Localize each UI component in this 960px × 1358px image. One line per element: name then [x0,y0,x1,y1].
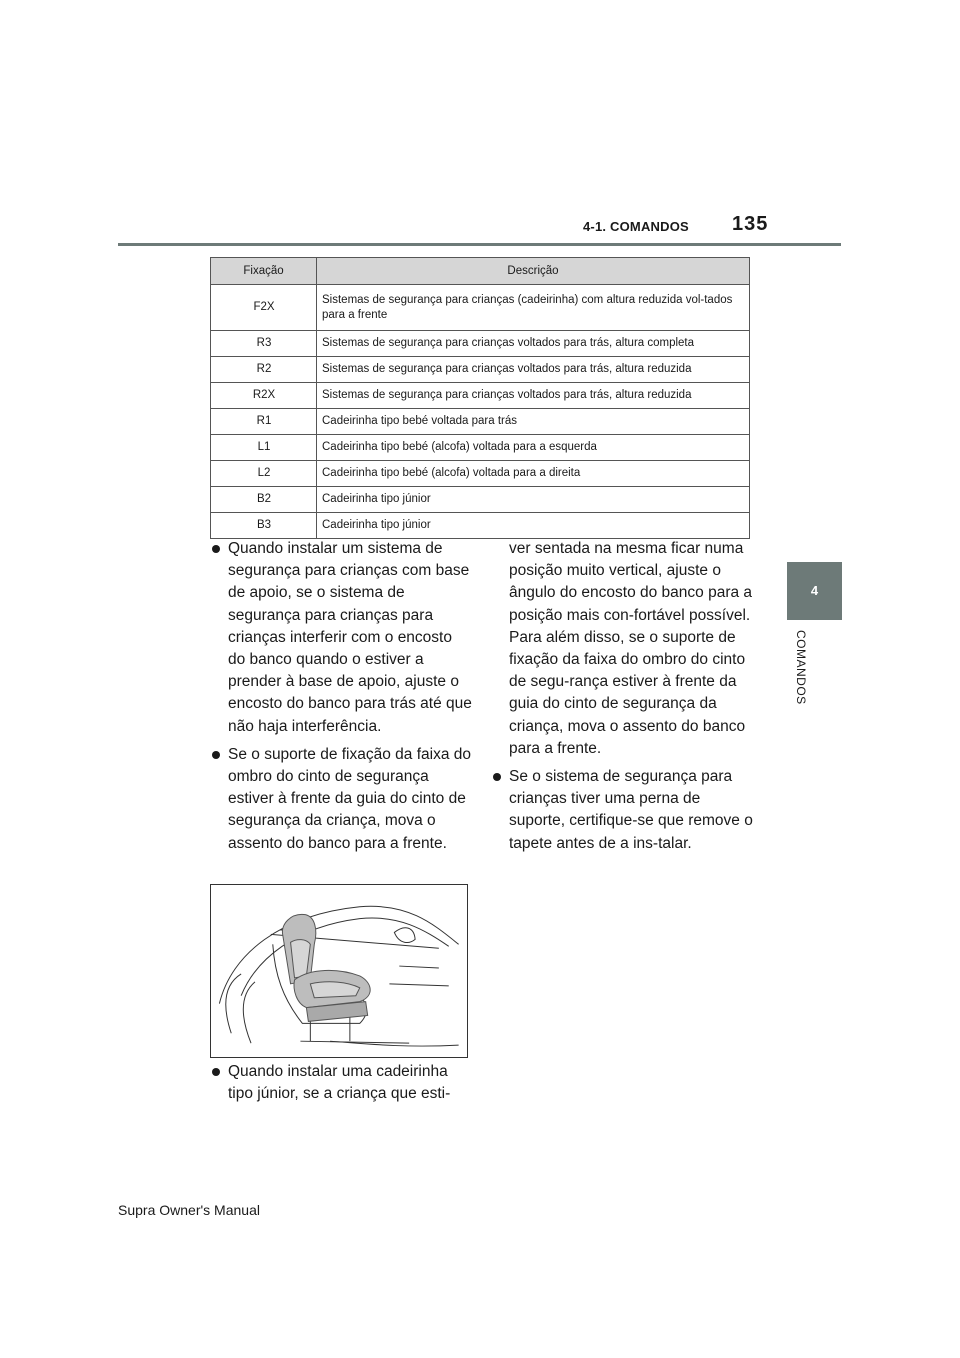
chapter-tab[interactable]: 4 [787,562,842,620]
table-row [211,513,750,539]
fixation-description: Cadeirinha tipo júnior [317,513,750,539]
column-header: Descrição [317,258,750,285]
child-seat-drawing [211,885,467,1057]
fixation-description: Cadeirinha tipo júnior [317,487,750,513]
fixation-description: Sistemas de segurança para crianças voltados para trás, altura reduzida [317,357,750,383]
bullet-dot-icon [212,751,220,759]
fixation-description: Cadeirinha tipo bebé (alcofa) voltada para a direita [317,461,750,487]
fixation-description: Cadeirinha tipo bebé voltada para trás [317,409,750,435]
fixation-code: R1 [211,409,317,435]
fixation-code: B3 [211,513,317,539]
fixation-code: R2 [211,357,317,383]
section-title: 4-1. COMANDOS [583,219,689,234]
table-header-row [211,258,750,285]
left-column [210,538,472,861]
table-row [211,383,750,409]
fixation-description: Sistemas de segurança para crianças voltados para trás, altura reduzida [317,383,750,409]
table-row [211,285,750,331]
bullet-continuation: ver sentada na mesma ficar numa posição muito vertical, ajuste o ângulo do encosto do banco para a posição mais con-fortável possível. Para além disso, se o suporte de fixação da faixa do ombro do cinto de segu-rança estiver à frente da guia do cinto de segurança da criança, mova o assento do banco para a frente. [509,540,753,757]
bullet-item [491,766,753,855]
chapter-label: COMANDOS [794,630,808,705]
fixation-code: L2 [211,461,317,487]
footer-title: Supra Owner's Manual [118,1202,260,1218]
table-row [211,331,750,357]
fixation-code: R2X [211,383,317,409]
right-column [491,538,753,861]
table-row [211,461,750,487]
bullet-text: Quando instalar um sistema de segurança para crianças com base de apoio, se o sistema de segurança para crianças para crianças interferir com o encosto do banco quando o estiver a prender à base de apoio, ajuste o encosto do banco para trás até que não haja interferência. [228,540,472,735]
column-header: Fixação [211,258,317,285]
fixation-code: B2 [211,487,317,513]
table-row [211,487,750,513]
fixation-code: F2X [211,285,317,331]
page-number: 135 [732,213,769,235]
fixation-description: Sistemas de segurança para crianças voltados para trás, altura completa [317,331,750,357]
bullet-dot-icon [212,545,220,553]
bullet-text: Se o sistema de segurança para crianças tiver uma perna de suporte, certifique-se que remove o tapete antes de a ins-talar. [509,768,753,852]
header-rule [118,243,841,246]
table-row [211,409,750,435]
bullet-dot-icon [212,1068,220,1076]
fixation-description: Sistemas de segurança para crianças (cadeirinha) com altura reduzida vol-tados para a frente [317,285,750,331]
bullet-text: Quando instalar uma cadeirinha tipo júnior, se a criança que esti- [228,1063,451,1103]
bullet-item [210,1061,472,1105]
child-seat-illustration [210,884,468,1058]
fixation-code: R3 [211,331,317,357]
fixation-code: L1 [211,435,317,461]
table-row [211,435,750,461]
bullet-dot-icon [493,773,501,781]
bullet-item [210,538,472,738]
bullet-item [210,744,472,855]
fixation-description: Cadeirinha tipo bebé (alcofa) voltada para a esquerda [317,435,750,461]
table-row [211,357,750,383]
bullet-text: Se o suporte de fixação da faixa do ombro do cinto de segurança estiver à frente da guia do cinto de segurança da criança, mova o assento do banco para a frente. [228,745,471,852]
fixation-table [210,257,750,539]
